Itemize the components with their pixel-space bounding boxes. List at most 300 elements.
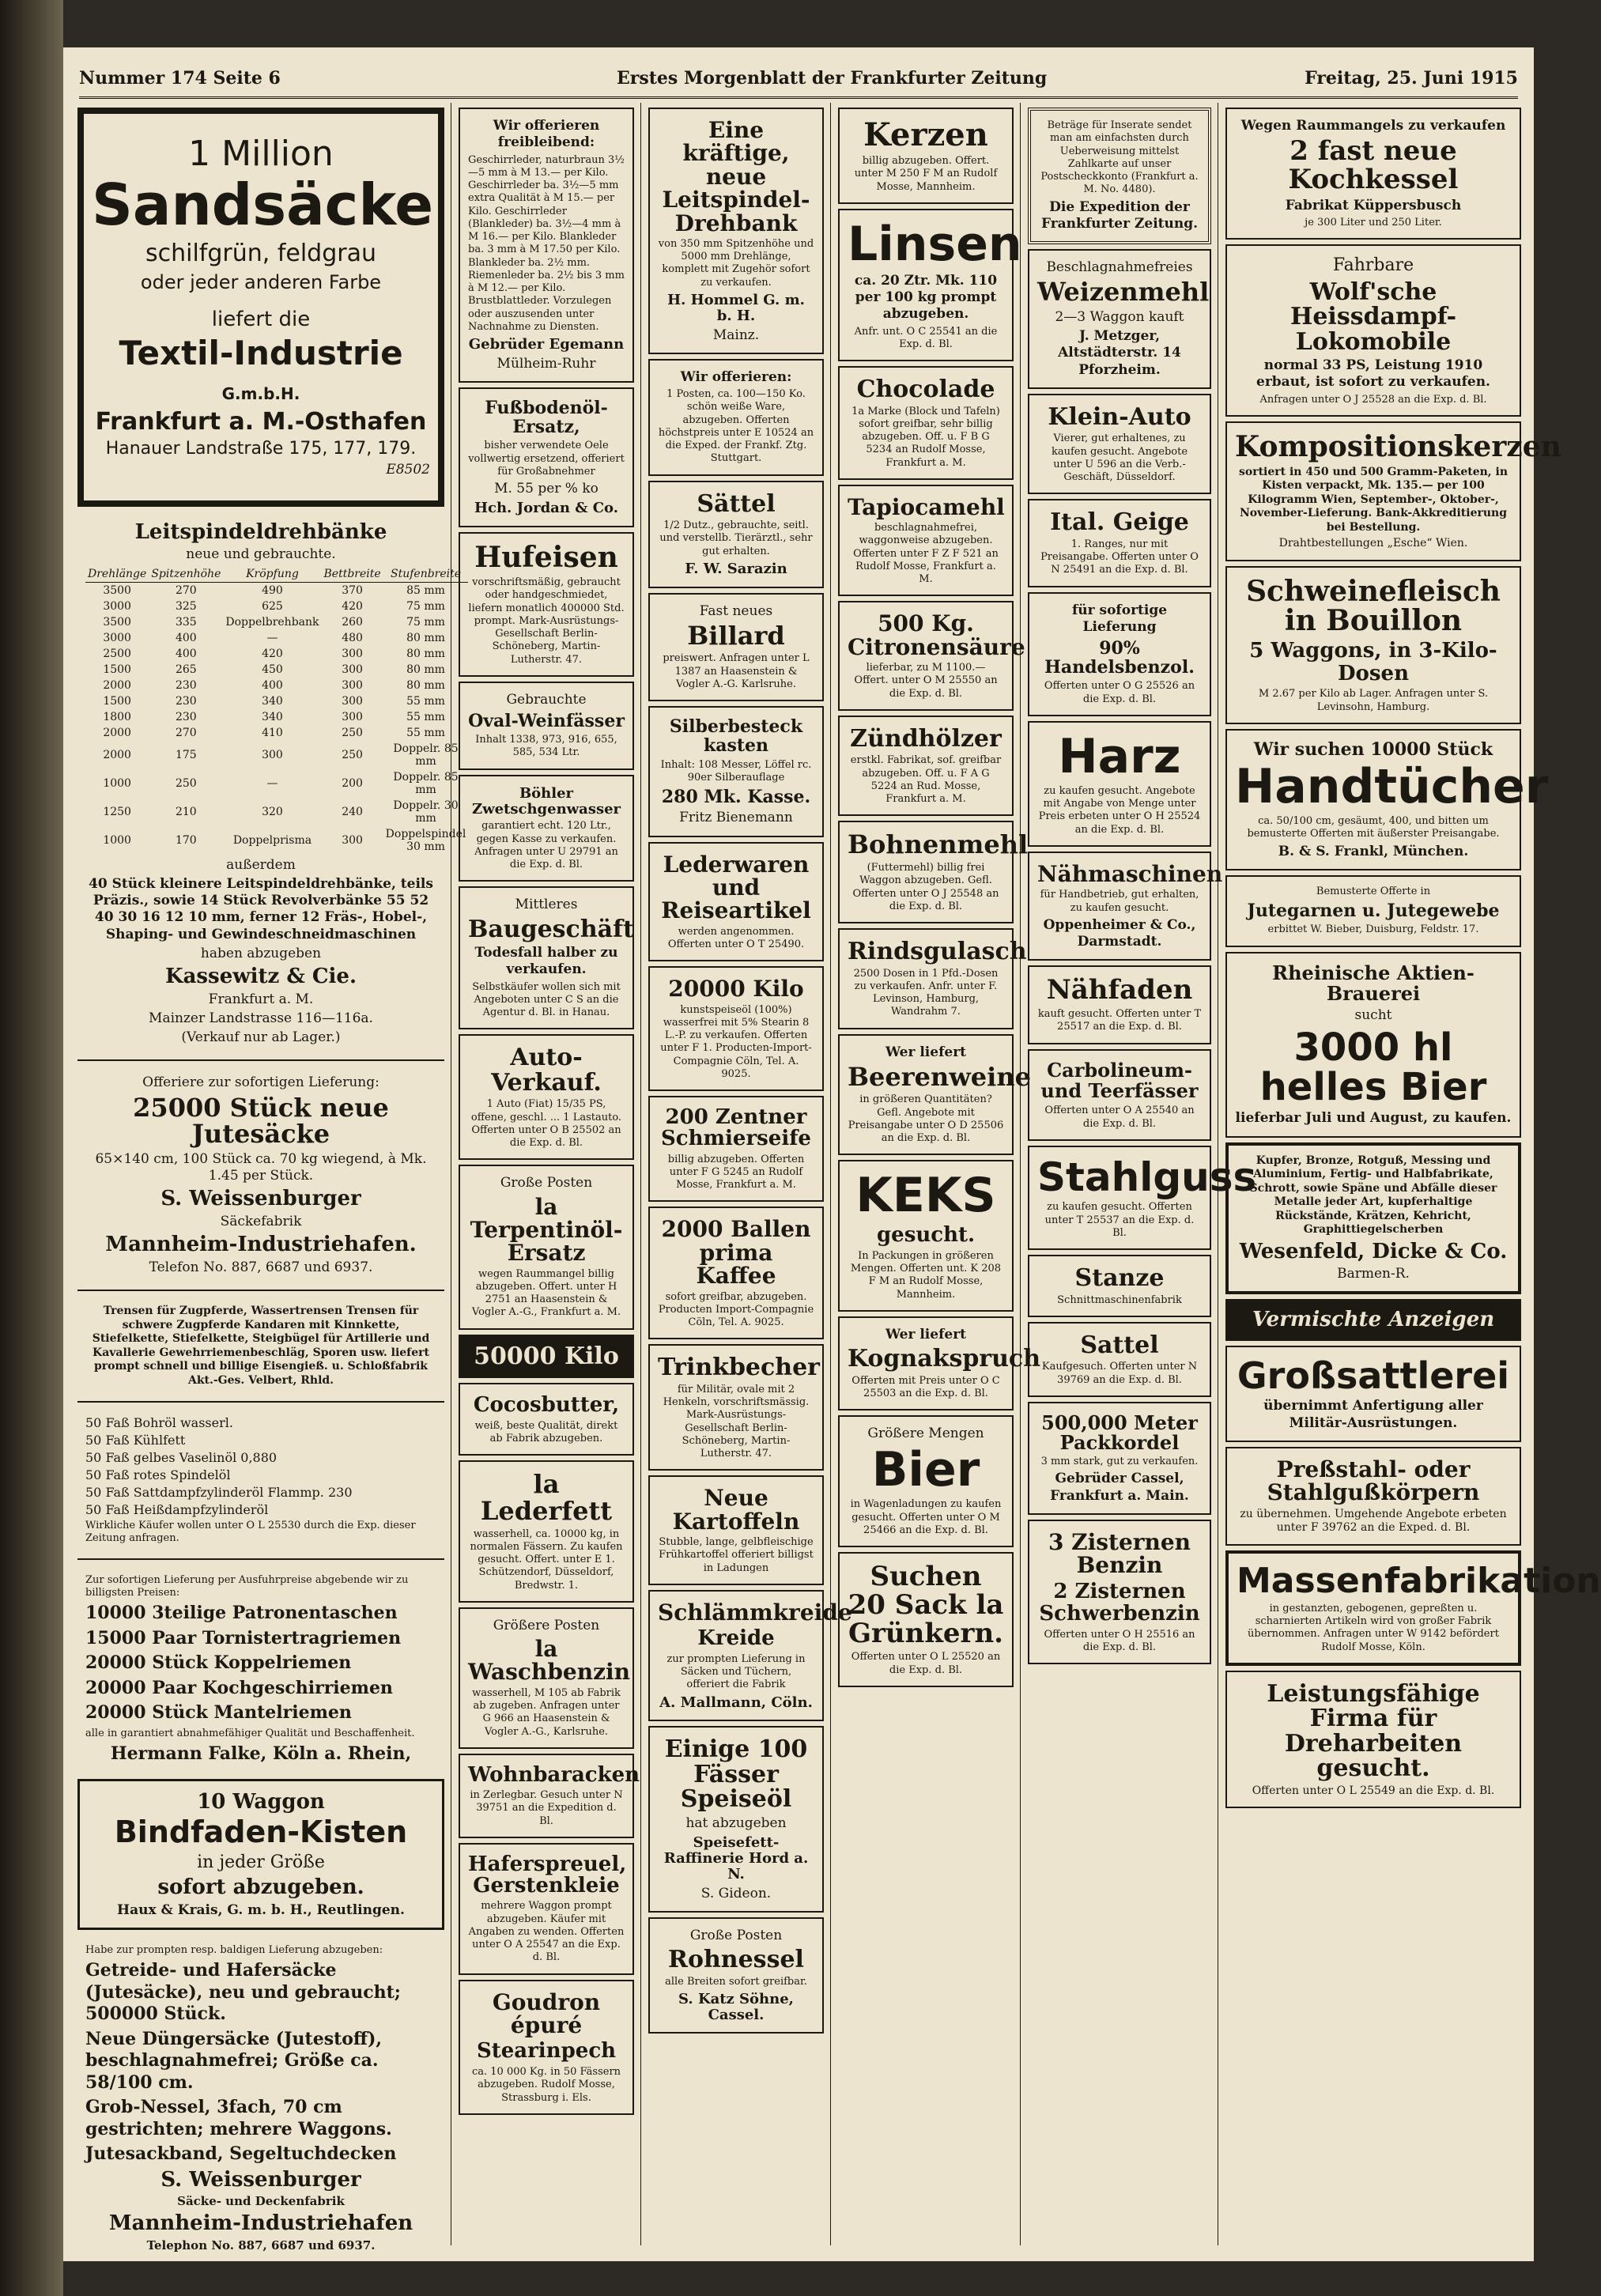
list-item: 50 Faß rotes Spindelöl — [85, 1467, 231, 1483]
ad-brauerei — [1225, 952, 1521, 1138]
table-cell: 3500 — [103, 615, 131, 629]
table-header-cell: Bettbreite — [322, 566, 383, 583]
ad-title: Oval-Weinfässer — [468, 711, 625, 732]
ad-note: Wirkliche Käufer wollen unter O L 25530 durch die Exp. dieser Zeitung anfragen. — [85, 1520, 416, 1545]
table-cell: 270 — [175, 726, 197, 739]
ad-kochkessel — [1225, 108, 1521, 240]
ad-color: schilfgrün, feldgrau — [145, 239, 377, 267]
ad-city: Frankfurt a. M. — [208, 991, 314, 1007]
ad-title: Baugeschäft — [468, 915, 634, 943]
ad-zwetschen — [459, 775, 634, 882]
table-cell: 170 — [175, 833, 197, 847]
ad-text: billig abzugeben. Offert. unter M 250 F M an Rudolf Mosse, Mannheim. — [854, 155, 998, 193]
ad-pre: Wir suchen 10000 Stück — [1253, 738, 1493, 760]
table-cell: 250 — [342, 726, 363, 739]
ad-goudron — [459, 1980, 634, 2115]
ad-pressstahl — [1225, 1447, 1521, 1546]
ad-title: Kognakspruch — [848, 1345, 1040, 1373]
list-item: 10000 3teilige Patronentaschen — [85, 1603, 398, 1624]
ad-text: vorschriftsmäßig, gebraucht oder handgeschmiedet, liefern monatlich 400000 Std. prompt. Mark-Ausrüstungs-Gesellschaft Berlin-Schöneberg, Martin-Lutherstr. 47. — [468, 576, 625, 666]
ad-title: Rheinische Aktien-Brauerei — [1272, 961, 1475, 1005]
ad-headline: 2 fast neue Kochkessel — [1288, 135, 1459, 195]
ad-text: preiswert. Anfragen unter L 1387 an Haasenstein & Vogler A.-G. Karlsruhe. — [663, 652, 810, 690]
ad-text: werden angenommen. Offerten unter O T 25490. — [667, 925, 805, 950]
ad-title: Sattel — [1080, 1331, 1159, 1359]
table-row — [85, 798, 468, 826]
ad-title: Wegen Raummangels zu verkaufen — [1240, 118, 1506, 134]
ad-bindfaden — [77, 1779, 444, 1930]
table-cell: 80 mm — [406, 631, 445, 644]
ad-schlaemmkreide — [648, 1590, 852, 1722]
ad-text: 2500 Dosen in 1 Pfd.-Dosen zu verkaufen. Anfr. unter F. Levinson, Hamburg, Wandrahm 7. — [853, 967, 999, 1018]
ad-title: la Waschbenzin — [468, 1636, 630, 1686]
ad-trensen — [77, 1296, 444, 1396]
ad-oele — [77, 1407, 444, 1554]
ad-company: Oppenheimer & Co., Darmstadt. — [1043, 916, 1196, 950]
ad-title: Großsattlerei — [1237, 1354, 1510, 1398]
ad-size: in jeder Größe — [197, 1852, 325, 1872]
page-header — [79, 62, 1518, 99]
ad-bohnenmehl — [838, 821, 1029, 923]
ad-pre: Größere Mengen — [867, 1426, 984, 1442]
table-cell: 490 — [262, 583, 283, 597]
ad-text: in Wagenladungen zu kaufen gesucht. Offerten unter O M 25466 an die Exp. d. Bl. — [850, 1498, 1002, 1536]
ad-text: (Futtermehl) billig frei Waggon abzugeben. Gefl. Offerten unter O J 25548 an die Exp. d. Bl. — [852, 862, 999, 912]
ad-pre: Große Posten — [689, 1927, 783, 1943]
ad-bier — [838, 1415, 1014, 1547]
ad-sign: Die Expedition der Frankfurter Zeitung. — [1040, 198, 1199, 232]
table-cell: 400 — [175, 647, 197, 660]
ad-text: hat abzugeben — [685, 1815, 787, 1831]
ad-company: Fritz Bienemann — [679, 810, 793, 826]
ad-handtuecher — [1225, 729, 1549, 870]
table-row — [85, 646, 468, 662]
ad-pre: Wer liefert — [885, 1326, 967, 1342]
ad-text: Vierer, gut erhaltenes, zu kaufen gesucht. Angebote unter U 596 an die Verb.-Geschäft, Düsseldorf. — [1051, 432, 1188, 484]
table-cell: 55 mm — [406, 694, 445, 708]
ad-weizenmehl — [1028, 249, 1211, 389]
ad-contact: Anfr. unt. O C 25541 an die Exp. d. Bl. — [854, 325, 998, 350]
table-cell: 55 mm — [406, 726, 445, 739]
ad-jutegarn — [1225, 875, 1521, 947]
ad-bouillon — [1225, 566, 1521, 724]
table-cell: 200 — [342, 776, 363, 790]
ad-title: Nähmaschinen — [1037, 860, 1223, 887]
list-item: 20000 Stück Mantelriemen — [85, 1702, 352, 1724]
ad-alt: oder jeder anderen Farbe — [140, 271, 382, 294]
table-cell: 2500 — [103, 647, 131, 660]
ad-title: Suchen 20 Sack la Grünkern. — [848, 1561, 1004, 1649]
ad-title: Ital. Geige — [1050, 508, 1189, 537]
ad-text: 2—3 Waggon kauft — [1055, 308, 1184, 325]
ad-title: Beerenweine — [848, 1061, 1031, 1092]
ad-company: erbittet W. Bieber, Duisburg, Feldstr. 17. — [1267, 923, 1479, 936]
ad-text: Inhalt 1338, 973, 916, 655, 585, 534 Ltr. — [475, 734, 617, 759]
ad-text: 1 Auto (Fiat) 15/35 PS, offene, geschl. ... 1 Lastauto. Offerten unter O B 25502 an die Exp. d. Bl. — [470, 1098, 622, 1150]
ad-name: S. Gideon. — [700, 1885, 772, 1901]
ad-inserate — [1028, 108, 1211, 244]
ad-title: Wir offerieren: — [680, 368, 792, 385]
ad-text: zu kaufen gesucht. Angebote mit Angabe von Menge unter Preis erbeten unter O H 25524 an die Exp. d. Bl. — [1038, 784, 1201, 836]
ad-text: M 2.67 per Kilo ab Lager. Anfragen unter S. Levinsohn, Hamburg. — [1258, 688, 1489, 713]
list-item: Grob-Nessel, 3fach, 70 cm gestrichten; mehrere Waggons. — [85, 2097, 392, 2139]
ad-note: alle in garantiert abnahmefähiger Qualität und Beschaffenheit. — [85, 1727, 415, 1739]
ad-city: Frankfurt a. M.-Osthafen — [95, 407, 427, 436]
ad-title: KEKS — [855, 1168, 996, 1224]
ad-grosssattlerei — [1225, 1346, 1521, 1442]
list-item: 50 Faß gelbes Vaselinöl 0,880 — [85, 1450, 278, 1466]
ad-price: M. 55 per % ko — [494, 481, 598, 497]
ad-text: übernimmt Anfertigung aller Militär-Ausrüstungen. — [1263, 1398, 1483, 1431]
table-row — [85, 614, 468, 630]
ad-title: Goudron épuré — [492, 1988, 601, 2039]
column-3 — [642, 103, 852, 2245]
ad-intro: Zur sofortigen Lieferung per Ausfuhrpreise abgebende wir zu billigsten Preisen: — [85, 1573, 409, 1599]
ad-company: F. W. Sarazin — [685, 560, 787, 577]
table-cell: 450 — [262, 663, 283, 676]
table-row — [85, 725, 468, 741]
ad-phone: Telefon No. 887, 6687 und 6937. — [149, 1259, 373, 1275]
ad-title: Kompositionskerzen — [1235, 429, 1561, 463]
ad-sub: 90% Handelsbenzol. — [1044, 638, 1195, 678]
ad-kerzen — [838, 108, 1014, 204]
ad-text: Offerten mit Preis unter O C 25503 an die Exp. d. Bl. — [851, 1374, 1000, 1399]
ad-company: Hermann Falke, Köln a. Rhein, — [110, 1743, 412, 1764]
table-row — [85, 709, 468, 725]
ad-text: Kupfer, Bronze, Rotguß, Messing und Aluminium, Fertig- und Halbfabrikate, Schrott, sowie Späne und Abfälle dieser Metalle jeder Art, kupferhaltige Rückstände, Krätzen, Kehricht, Graphittiegelscherben — [1249, 1154, 1497, 1237]
column-2 — [452, 103, 641, 2245]
table-cell: Doppelr. 30 mm — [393, 799, 459, 825]
ad-title: Sättel — [697, 489, 776, 518]
ad-company: A. Mallmann, Cöln. — [659, 1694, 813, 1711]
ad-title: Preßstahl- oder Stahlgußkörpern — [1267, 1456, 1480, 1506]
ad-naehfaden — [1028, 965, 1211, 1044]
ad-title: Carbolineum- und Teerfässer — [1040, 1058, 1199, 1102]
ad-text: Inhalt: 108 Messer, Löffel rc. 90er Silberauflage — [660, 758, 812, 784]
section-vermischte-anzeigen — [1225, 1299, 1521, 1341]
ad-title: Tapiocamehl — [848, 493, 1005, 520]
ad-dreharbeiten — [1225, 1671, 1521, 1809]
ad-text: in größeren Quantitäten? Gefl. Angebote mit Preisangabe unter O D 25506 an die Exp. d. Bl. — [848, 1093, 1004, 1145]
ad-amount: 1 Million — [188, 134, 334, 174]
ad-drehbaenke — [77, 512, 466, 1055]
table-cell: 1800 — [103, 710, 131, 723]
table-cell: — — [266, 776, 278, 790]
ad-baugeschaeft — [459, 886, 634, 1029]
table-cell: 270 — [175, 583, 197, 597]
ad-company: S. Weissenburger — [160, 1187, 361, 1211]
ad-text: 1a Marke (Block und Tafeln) sofort greifbar, sehr billig abzugeben. Off. u. F B G 5234 an Rudolf Mosse, Frankfurt a. M. — [851, 405, 1000, 469]
table-cell: 300 — [342, 694, 363, 708]
ad-text: kauft gesucht. Offerten unter T 25517 an die Exp. d. Bl. — [1037, 1008, 1202, 1033]
ad-text: in gestanzten, gebogenen, gepreßten u. scharnierten Artikeln wird von großer Fabrik übernommen. Anfragen unter W 9142 befördert Rudolf Mosse, Köln. — [1248, 1602, 1499, 1653]
table-cell: Doppelr. 85 mm — [393, 770, 459, 796]
ad-address: Mainzer Landstrasse 116—116a. — [149, 1010, 373, 1026]
table-cell: 75 mm — [406, 615, 445, 629]
ad-contact: Drahtbestellungen „Esche“ Wien. — [1278, 537, 1468, 550]
ad-title: Stahlguss — [1037, 1154, 1257, 1200]
ad-title: Rindsgulasch — [848, 938, 1027, 966]
ad-title: Rohnessel — [668, 1946, 804, 1974]
table-cell: 320 — [262, 805, 283, 818]
ad-text: Stubble, lange, gelbfleischige Frühkartoffel offeriert billigst in Ladungen — [659, 1536, 814, 1574]
ad-schmierseife — [648, 1096, 824, 1202]
ad-text: lieferbar, zu M 1100.— Offert. unter O M 25550 an die Exp. d. Bl. — [854, 662, 998, 700]
ad-kognak — [838, 1316, 1040, 1410]
ad-address: Hanauer Landstraße 175, 177, 179. — [105, 438, 417, 459]
ad-desc: 65×140 cm, 100 Stück ca. 70 kg wiegend, à Mk. 1.45 per Stück. — [95, 1150, 427, 1184]
ad-auto — [459, 1034, 634, 1160]
ad-company: J. Metzger, Altstädterstr. 14 Pforzheim. — [1058, 328, 1181, 378]
ad-text: mehrere Waggon prompt abzugeben. Käufer mit Angaben zu wenden. Offerten unter O A 25547 an die Exp. d. Bl. — [468, 1900, 625, 1964]
ad-city: Mannheim-Industriehafen — [108, 2211, 413, 2236]
table-cell: 230 — [175, 678, 197, 692]
ad-kupfer — [1225, 1142, 1521, 1295]
table-cell: 300 — [262, 748, 283, 761]
section-title: Vermischte Anzeigen — [1252, 1308, 1495, 1332]
ad-cocosbutter — [459, 1383, 634, 1456]
ad-text: 1. Ranges, nur mit Preisangabe. Offerten unter O N 25491 an die Exp. d. Bl. — [1040, 538, 1199, 576]
ad-product: Bindfaden-Kisten — [114, 1814, 408, 1849]
ad-text: lieferbar Juli und August, zu kaufen. — [1235, 1110, 1512, 1127]
ad-intro: Offeriere zur sofortigen Lieferung: — [142, 1074, 379, 1091]
ad-pre: Fahrbare — [1332, 255, 1414, 276]
table-cell: 340 — [262, 694, 283, 708]
list-item: 20000 Paar Kochgeschirriemen — [85, 1677, 393, 1698]
ad-title: Schlämmkreide — [658, 1599, 852, 1626]
ad-rindsgulasch — [838, 928, 1027, 1029]
ad-amount: 10 Waggon — [197, 1790, 325, 1815]
ad-text: Offerten unter O G 25526 an die Exp. d. Bl. — [1044, 680, 1195, 705]
table-header-cell: Kröpfung — [223, 566, 321, 583]
ad-neue-kartoffeln — [648, 1475, 824, 1585]
table-cell: 250 — [175, 776, 197, 790]
ad-title: 2000 Ballen prima Kaffee — [661, 1216, 811, 1290]
ad-rohnessel — [648, 1917, 824, 2034]
ad-product: Stearinpech — [476, 2039, 617, 2064]
ad-text: Kaufgesuch. Offerten unter N 39769 an die Exp. d. Bl. — [1041, 1361, 1198, 1386]
table-cell: 300 — [342, 678, 363, 692]
table-cell: 3500 — [103, 583, 131, 597]
ad-city: Mannheim-Industriehafen. — [105, 1233, 417, 1257]
ad-title: la Terpentinöl-Ersatz — [470, 1193, 623, 1267]
ad-title: Neue Kartoffeln — [672, 1485, 800, 1535]
ad-title: Stanze — [1074, 1264, 1165, 1293]
table-row — [85, 741, 468, 769]
ad-zuendhoelzer — [838, 716, 1014, 817]
ad-waschbenzin — [459, 1607, 634, 1749]
ad-text: ca. 20 Ztr. Mk. 110 per 100 kg prompt abzugeben. — [854, 272, 998, 323]
ad-company: S. Katz Söhne, Cassel. — [678, 1990, 794, 2023]
ad-carbolineum — [1028, 1049, 1211, 1141]
ad-footer-offer: haben abzugeben — [200, 945, 322, 961]
ad-pre: Beschlagnahmefreies — [1046, 259, 1193, 275]
ad-text: Offerten unter O H 25516 an die Exp. d. Bl. — [1044, 1628, 1195, 1654]
ad-text: billig abzugeben. Offerten unter F G 5245 an Rudolf Mosse, Frankfurt a. M. — [667, 1153, 805, 1191]
ad-title: Linsen — [848, 216, 1022, 272]
table-row — [85, 630, 468, 646]
ad-company: Gebrüder Cassel, Frankfurt a. Main. — [1050, 1471, 1189, 1504]
table-cell: 400 — [175, 631, 197, 644]
list-item: Neue Düngersäcke (Jutestoff), beschlagnahmefrei; Größe ca. 58/100 cm. — [85, 2028, 383, 2093]
table-cell: 325 — [175, 599, 197, 613]
ad-headline: 25000 Stück neue Jutesäcke — [133, 1092, 389, 1150]
column-6 — [1219, 103, 1601, 2245]
table-row — [85, 662, 468, 678]
ad-company: Textil-Industrie — [119, 333, 403, 372]
table-cell: 300 — [342, 710, 363, 723]
ad-title: Auto-Verkauf. — [491, 1044, 602, 1097]
ad-citronen — [838, 601, 1025, 711]
table-cell: 410 — [262, 726, 283, 739]
ad-title: Billard — [687, 620, 785, 651]
column-5 — [1021, 103, 1257, 2245]
ad-title: Klein-Auto — [1048, 402, 1191, 431]
ad-headline: 3000 hl helles Bier — [1259, 1025, 1487, 1109]
ad-text: In Packungen in größeren Mengen. Offerten unt. K 208 F M an Rudolf Mosse, Mannheim. — [850, 1249, 1002, 1301]
ad-terpentin — [459, 1165, 634, 1329]
ad-kompositionskerzen — [1225, 421, 1561, 561]
list-item: 50 Faß Sattdampfzylinderöl Flammp. 230 — [85, 1485, 353, 1501]
ad-contact: Selbstkäufer wollen sich mit Angeboten unter C S an die Agentur d. Bl. in Hanau. — [472, 980, 621, 1019]
ad-freileitende — [459, 108, 634, 383]
table-row — [85, 599, 468, 614]
ad-text: Offerten unter O L 25520 an die Exp. d. Bl. — [851, 1651, 1001, 1676]
ad-note: (Verkauf nur ab Lager.) — [181, 1029, 341, 1046]
ad-contact: Anfragen unter O J 25528 an die Exp. d. Bl. — [1259, 393, 1487, 406]
table-cell: 400 — [262, 678, 283, 692]
ad-keks — [838, 1160, 1014, 1312]
table-cell: 1500 — [103, 663, 131, 676]
table-cell: 85 mm — [406, 583, 445, 597]
ad-title: Hufeisen — [474, 541, 618, 575]
table-cell: 2000 — [103, 678, 131, 692]
ad-title: Haferspreuel, Gerstenkleie — [468, 1852, 627, 1898]
table-cell: 55 mm — [406, 710, 445, 723]
list-item: 15000 Paar Tornistertragriemen — [85, 1627, 402, 1648]
ad-pre: Mittleres — [515, 897, 578, 913]
table-row — [85, 769, 468, 798]
ad-title: Handtücher — [1235, 759, 1549, 815]
ad-title: 500 Kg. Citronensäure — [848, 610, 1025, 660]
ad-title: Harz — [1058, 728, 1181, 784]
ad-text: Todesfall halber zu verkaufen. — [474, 945, 618, 978]
ad-title: 200 Zentner Schmierseife — [661, 1105, 811, 1151]
ad-trinkbecher — [648, 1344, 824, 1471]
ad-text: Offerten unter O L 25549 an die Exp. d. Bl. — [1252, 1784, 1495, 1797]
newspaper-page — [63, 47, 1601, 2261]
ad-title: Schweinefleisch in Bouillon — [1246, 574, 1501, 638]
ad-naehmaschinen — [1028, 852, 1223, 961]
ad-by: liefert die — [211, 308, 311, 332]
table-header-cell: Drehlänge — [85, 566, 149, 583]
ad-drehbank — [648, 108, 824, 354]
table-cell: 1000 — [103, 833, 131, 847]
ad-title: Einige 100 Fässer Speiseöl — [664, 1735, 808, 1814]
ad-text: wegen Raummangel billig abzugeben. Offert. unter H 2751 an Haasenstein & Vogler A.-G., Frankfurt a. M. — [471, 1267, 621, 1319]
ad-stanze — [1028, 1255, 1211, 1317]
ad-saettel — [648, 481, 824, 588]
table-cell: 420 — [262, 647, 283, 660]
ad-phone: Telephon No. 887, 6687 und 6937. — [146, 2237, 376, 2253]
ad-text: beschlagnahmefrei, waggonweise abzugeben. Offerten unter F Z F 521 an Rudolf Mosse, Frankfurt a. M. — [853, 522, 999, 586]
ad-type: Säcke- und Deckenfabrik — [177, 2194, 345, 2209]
table-cell: 80 mm — [406, 678, 445, 692]
table-cell: 1500 — [103, 694, 131, 708]
ad-text: Trensen für Zugpferde, Wassertrensen Trensen für schwere Zugpferde Kandaren mit Kinnkette, Stiefelkette, Stiefelkette, Steigbügel für Artillerie und Kavallerie Gewehrriemenbeschläg, Sporen usw. liefert prompt schnell und billige Eisengieß. u. Schloßfabrik Akt.-Ges. Velbert, Rhld. — [92, 1305, 430, 1387]
ad-saecke — [77, 1935, 444, 2262]
newspaper-title: Erstes Morgenblatt der Frankfurter Zeitung — [617, 68, 1048, 89]
ad-text: ca. 10 000 Kg. in 50 Fässern abzugeben. Rudolf Mosse, Strassburg i. Els. — [471, 2066, 621, 2104]
ad-title: 20000 Kilo — [668, 976, 804, 1003]
ad-title: 500,000 Meter Packkordel — [1041, 1410, 1198, 1455]
ad-title: Bier — [871, 1442, 980, 1498]
table-row — [85, 693, 468, 709]
ad-kilo20000 — [648, 966, 824, 1091]
table-cell: 625 — [262, 599, 283, 613]
table-cell: 240 — [342, 805, 363, 818]
ad-linsen — [838, 209, 1022, 361]
table-cell: 420 — [342, 599, 363, 613]
ad-sub: 5 Waggons, in 3-Kilo-Dosen — [1249, 639, 1497, 685]
ad-kaffee — [648, 1207, 824, 1339]
ad-kilo50000 — [459, 1335, 634, 1379]
table-cell: Doppelprisma — [232, 833, 312, 847]
ad-massenfabrikation — [1225, 1550, 1601, 1666]
ad-title: Chocolade — [856, 376, 995, 403]
ad-text: Geschirrleder, naturbraun 3½—5 mm à M 13.— per Kilo. Geschirrleder ba. 3½—5 mm extra Qualität à M 15.— per Kilo. Geschirrleder (Blankleder) ba. 3½—4 mm à M 16.— per Kilo. Blankleder ba. 3 mm à M 17.50 per Kilo. Blankleder ba. 2½ mm. Riemenleder ba. 2½ bis 3 mm à M 12.— per Kilo. Brustblattleder. Vorzulegen oder auszusenden unter Nachnahme zu Diensten. — [468, 153, 625, 333]
ad-stahlguss — [1028, 1146, 1257, 1250]
ad-text: von 350 mm Spitzenhöhe und 5000 mm Drehlänge, komplett mit Zugehör sofort zu verkaufen. — [658, 237, 814, 289]
ad-text: 1/2 Dutz., gebrauchte, seitl. und verstellb. Tierärztl., sehr gut erhalten. — [659, 519, 813, 557]
ad-harz — [1028, 721, 1211, 847]
ad-text: wasserhell, M 105 ab Fabrik ab zugeben. Anfragen unter G 966 an Haasenstein & Vogler A.-G., Karlsruhe. — [472, 1686, 621, 1738]
table-header-cell: Spitzenhöhe — [149, 566, 223, 583]
table-cell: 230 — [175, 710, 197, 723]
ad-sandsaecke — [77, 108, 444, 507]
ad-type: Säckefabrik — [220, 1213, 302, 1229]
ad-text: weiß, beste Qualität, direkt ab Fabrik abzugeben. — [474, 1419, 618, 1445]
ad-text: sofort greifbar, abzugeben. Producten Import-Compagnie Cöln, Tel. A. 9025. — [658, 1290, 814, 1329]
ad-text: erstkl. Fabrikat, sof. greifbar abzugeben. Off. u. F A G 5224 an Rud. Mosse, Frankfurt a. M. — [850, 754, 1002, 806]
ad-price: 280 Mk. Kasse. — [661, 787, 811, 808]
ad-text: bisher verwendete Oele vollwertig ersetzend, offeriert für Großabnehmer — [468, 440, 625, 478]
ad-title: Trinkbecher — [658, 1354, 820, 1382]
ad-title: Fußbodenöl-Ersatz, — [485, 398, 608, 438]
table-cell: 1250 — [103, 805, 131, 818]
ad-silberbesteck — [648, 706, 824, 836]
table-cell: 480 — [342, 631, 363, 644]
ad-billard — [648, 593, 824, 702]
ad-text: 3 mm stark, gut zu verkaufen. — [1040, 1456, 1199, 1468]
ad-geige — [1028, 499, 1211, 587]
ad-title: Wohnbaracken — [468, 1762, 640, 1787]
ad-tapioca — [838, 485, 1014, 597]
ad-rosskamm — [648, 359, 824, 476]
ad-title: Jutegarnen u. Jutegewebe — [1247, 901, 1500, 922]
ad-text: zu kaufen gesucht. Offerten unter T 25537 an die Exp. d. Bl. — [1044, 1201, 1195, 1239]
ad-footer-detail: 40 Stück kleinere Leitspindeldrehbänke, teils Präzis., sowie 14 Stück Revolverbänke 55 52 40 30 16 12 10 mm, ferner 12 Fräs-, Hobel-, Shaping- und Gewindeschneidmaschinen — [89, 875, 433, 942]
date-line: Freitag, 25. Juni 1915 — [1305, 68, 1518, 89]
ad-sub: 2 Zisternen Schwerbenzin — [1039, 1579, 1200, 1626]
book-binding — [0, 0, 63, 2296]
ad-text: für Militär, ovale mit 2 Henkeln, vorschriftsmässig. Mark-Ausrüstungs-Gesellschaft Berlin-Schöneberg, Martin-Lutherstr. 47. — [663, 1383, 810, 1460]
table-cell: 75 mm — [406, 599, 445, 613]
ad-title: Kerzen — [863, 116, 988, 153]
table-cell: 2000 — [103, 726, 131, 739]
table-row — [85, 678, 468, 693]
ad-chocolade — [838, 366, 1014, 480]
